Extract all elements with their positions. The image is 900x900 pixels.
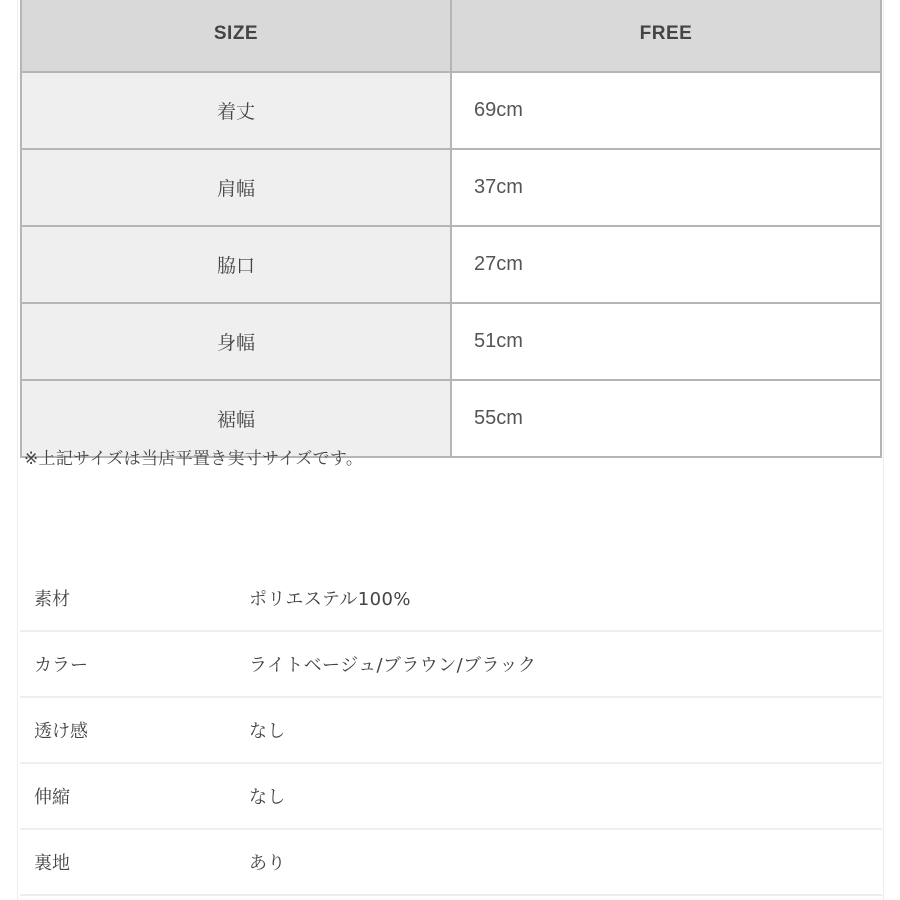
table-row <box>22 227 882 304</box>
spec-value: ポリエステル100% <box>249 589 411 610</box>
measurement-value: 37cm <box>452 150 882 227</box>
measurement-label: 脇口 <box>22 227 452 304</box>
measurement-value: 51cm <box>452 304 882 381</box>
spec-label: 透け感 <box>34 721 88 742</box>
spec-row-lining <box>20 830 882 896</box>
size-note: ※上記サイズは当店平置き実寸サイズです。 <box>24 449 364 469</box>
spec-label: カラー <box>34 655 88 676</box>
spec-label: 裏地 <box>34 853 70 874</box>
spec-value: なし <box>249 721 286 742</box>
measurement-value: 55cm <box>452 381 882 458</box>
spec-value: ライトベージュ/ブラウン/ブラック <box>249 655 537 676</box>
spec-row-sheerness <box>20 698 882 764</box>
size-table <box>20 0 882 458</box>
table-row <box>22 150 882 227</box>
measurement-value: 27cm <box>452 227 882 304</box>
size-table-header-row <box>22 0 882 73</box>
measurement-value: 69cm <box>452 73 882 150</box>
measurement-label: 裾幅 <box>22 381 452 458</box>
spec-row-color <box>20 632 882 698</box>
spec-row-material <box>20 566 882 632</box>
table-row <box>22 304 882 381</box>
spec-value: なし <box>249 787 286 808</box>
spec-list <box>20 566 882 896</box>
measurement-label: 着丈 <box>22 73 452 150</box>
spec-value: あり <box>249 853 286 874</box>
spec-row-stretch <box>20 764 882 830</box>
measurement-label: 身幅 <box>22 304 452 381</box>
free-column-header: FREE <box>452 0 882 73</box>
measurement-label: 肩幅 <box>22 150 452 227</box>
spec-label: 素材 <box>34 589 70 610</box>
table-row <box>22 73 882 150</box>
size-column-header: SIZE <box>22 0 452 73</box>
spec-label: 伸縮 <box>34 787 70 808</box>
